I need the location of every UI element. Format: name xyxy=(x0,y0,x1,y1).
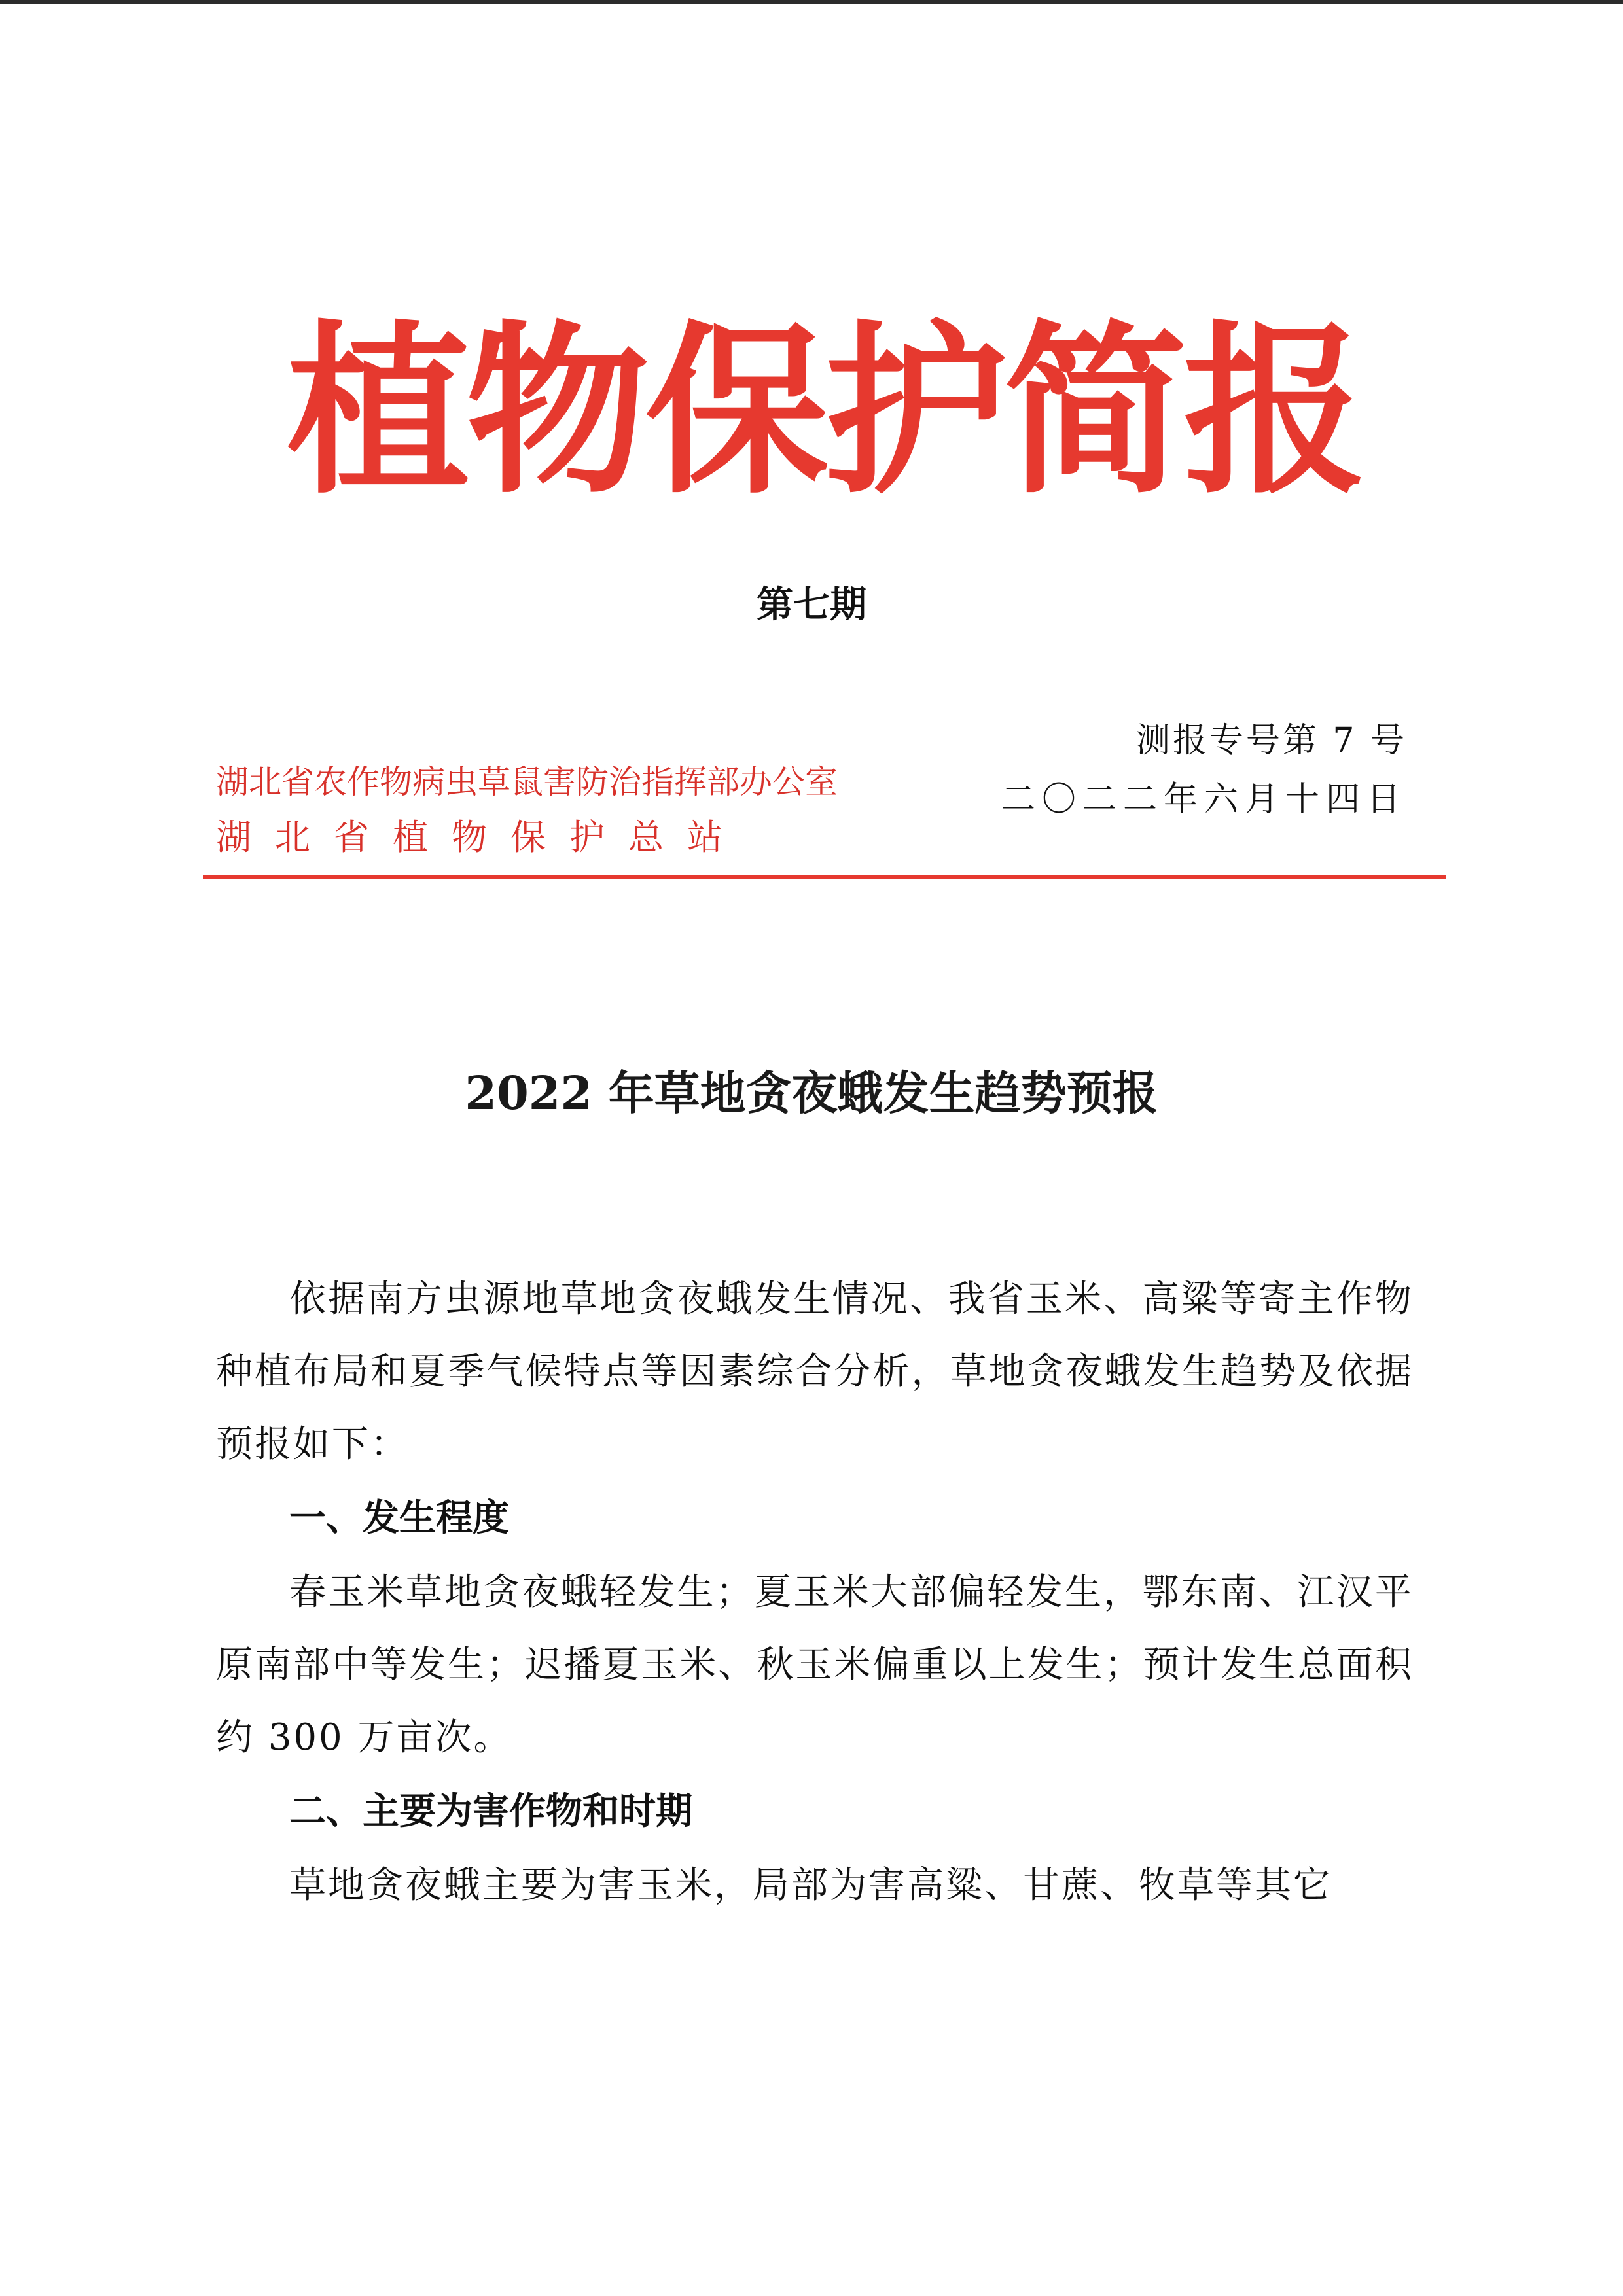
document-title: 2022 年草地贪夜蛾发生趋势预报 xyxy=(465,1066,1158,1120)
section-heading-crops-period: 二、主要为害作物和时期 xyxy=(289,1790,692,1833)
document-body xyxy=(216,1263,1414,1922)
section-heading-occurrence: 一、发生程度 xyxy=(289,1497,509,1540)
issue-date: 二〇二二年六月十四日 xyxy=(1001,780,1407,819)
masthead-title: 植物保护简报 xyxy=(287,306,1363,519)
intro-paragraph: 依据南方虫源地草地贪夜蛾发生情况、我省玉米、高粱等寄主作物种植布局和夏季气候特点等因素综合分析，草地贪夜蛾发生趋势及依据预报如下： xyxy=(216,1278,1414,1466)
section-text-occurrence: 春玉米草地贪夜蛾轻发生；夏玉米大部偏轻发生，鄂东南、江汉平原南部中等发生；迟播夏玉米、秋玉米偏重以上发生；预计发生总面积约 300 万亩次。 xyxy=(216,1571,1414,1759)
org-plant-protection-station: 湖北省植物保护总站 xyxy=(216,817,746,858)
top-border-line xyxy=(0,0,1623,4)
issue-meta xyxy=(818,713,1407,831)
section-text-crops-period: 草地贪夜蛾主要为害玉米，局部为害高粱、甘蔗、牧草等其它 xyxy=(289,1864,1332,1907)
org-command-office: 湖北省农作物病虫草鼠害防治指挥部办公室 xyxy=(216,763,838,801)
serial-number: 测报专号第 7 号 xyxy=(1135,721,1407,760)
red-separator-line xyxy=(203,875,1446,879)
issue-number: 第七期 xyxy=(757,583,866,626)
issuing-organizations xyxy=(216,756,838,867)
